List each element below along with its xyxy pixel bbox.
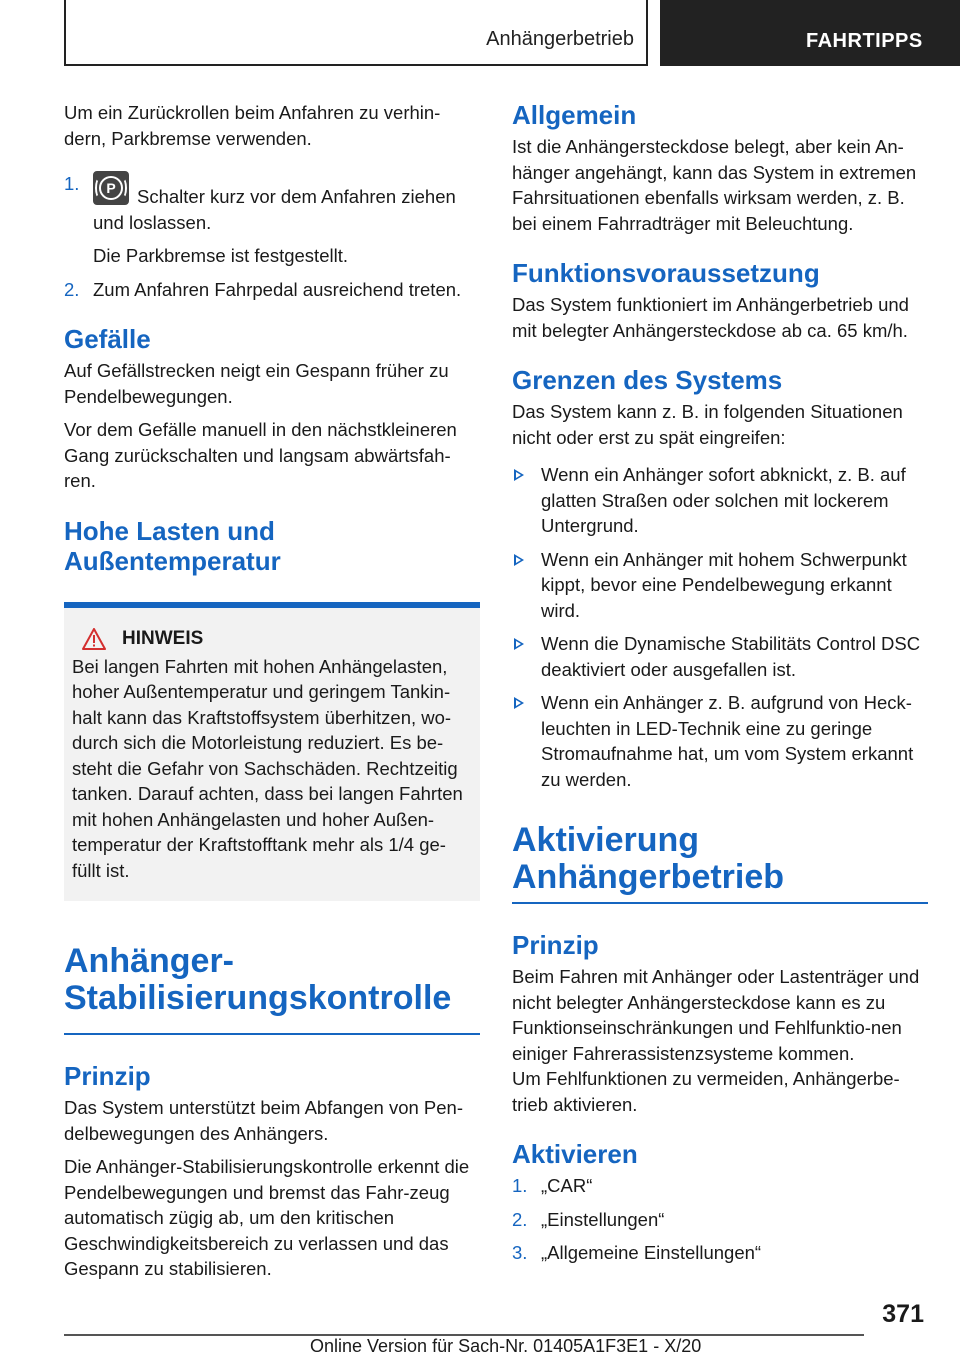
list-item — [512, 1240, 928, 1266]
step-number: 2. — [64, 278, 80, 300]
section-divider — [64, 1033, 480, 1035]
intro-paragraph: Um ein Zurückrollen beim Anfahren zu verhin-dern, Parkbremse verwenden. — [64, 102, 441, 149]
parking-brake-icon: P — [93, 171, 129, 205]
heading-allgemein: Allgemein — [512, 100, 637, 130]
step-number: 1. — [64, 173, 80, 194]
list-item — [512, 690, 928, 792]
heading-line: Außentemperatur — [64, 545, 281, 576]
stab-paragraph-1: Das System unterstützt beim Abfangen von Pen-delbewegungen des Anhängers. — [64, 1097, 463, 1144]
heading-funktionsvoraussetzung: Funktionsvoraussetzung — [512, 258, 820, 288]
footer-text: Online Version für Sach-Nr. 01405A1F3E1 - X/20 — [310, 1336, 702, 1356]
heading-aktivieren: Aktivieren — [512, 1139, 638, 1169]
header-chapter-title: FAHRTIPPS — [806, 30, 923, 52]
header-section-title: Anhängerbetrieb — [486, 28, 634, 50]
section-divider — [512, 902, 928, 904]
step-subtext: Die Parkbremse ist festgestellt. — [93, 245, 348, 266]
heading-line: Hohe Lasten und — [64, 515, 275, 546]
heading-hohe-lasten — [64, 516, 480, 576]
stab-paragraph-2: Die Anhänger-Stabilisierungskontrolle erkennt die Pendelbewegungen und bremst das Fahr-zeug automatisch zügig ab, um den kritischen Geschwindigkeitsbereich zu verlassen und das Gespann zu stabilisieren. — [64, 1156, 470, 1279]
aktivieren-steps — [512, 1173, 928, 1266]
aktivierung-paragraph-1: Beim Fahren mit Anhänger oder Lastenträger und nicht belegter Anhängersteckdose kann es zu Funktionseinschränkungen und Fehlfunktio-nen einiger Fahrerassistenzsysteme kommen. — [512, 966, 920, 1064]
heading-aktivierung — [512, 822, 928, 896]
warning-icon — [82, 628, 106, 650]
list-item — [512, 547, 928, 624]
list-item — [64, 277, 480, 303]
bullet-text: Wenn die Dynamische Stabilitäts Control DSC deaktiviert oder ausgefallen ist. — [541, 633, 921, 680]
bullet-text: Wenn ein Anhänger sofort abknickt, z. B. auf glatten Straßen oder solchen mit lockerem Untergrund. — [541, 464, 906, 536]
notice-text: Bei langen Fahrten mit hohen Anhängelasten, hoher Außentemperatur und geringem Tankin-halt kann das Kraftstoffsystem überhitzen, wo-durch sich die Motorleistung reduziert. Es be-steht die Gefahr von Sachschäden. Rechtzeitig tanken. Darauf achten, dass bei langen Fahrten mit hohen Anhängelasten und hoher Außen-temperatur der Kraftstofftank mehr als 1/4 ge-füllt ist. — [72, 655, 463, 881]
aktivierung-paragraph-2: Um Fehlfunktionen zu vermeiden, Anhängerbe-trieb aktivieren. — [512, 1068, 900, 1115]
bullet-text: Wenn ein Anhänger mit hohem Schwerpunkt kippt, bevor eine Pendelbewegung erkannt wird. — [541, 548, 907, 621]
list-item — [512, 1173, 928, 1199]
heading-prinzip-aktivierung: Prinzip — [512, 930, 599, 960]
gefaelle-paragraph-2: Vor dem Gefälle manuell in den nächstkleineren Gang zurückschalten und langsam abwärtsfah-ren. — [64, 419, 457, 491]
grenzen-list — [512, 462, 928, 792]
triangle-bullet-icon — [514, 638, 524, 650]
step-number: 1. — [512, 1175, 528, 1196]
funktion-paragraph: Das System funktioniert im Anhängerbetrieb und mit belegter Anhängersteckdose ab ca. 65 km/h. — [512, 294, 909, 341]
step-text: „Allgemeine Einstellungen“ — [541, 1242, 762, 1263]
header-section-tab — [64, 0, 648, 66]
heading-line: Anhängerbetrieb — [512, 858, 785, 896]
heading-gefaelle: Gefälle — [64, 324, 151, 354]
gefaelle-paragraph-1: Auf Gefällstrecken neigt ein Gespann früher zu Pendelbewegungen. — [64, 360, 449, 407]
step-number: 3. — [512, 1242, 528, 1263]
triangle-bullet-icon — [514, 554, 524, 566]
step-text: Zum Anfahren Fahrpedal ausreichend treten. — [93, 278, 462, 300]
list-item — [64, 171, 480, 269]
heading-line: Stabilisierungskontrolle — [64, 979, 452, 1017]
list-item — [512, 1207, 928, 1233]
heading-line: Anhänger- — [64, 942, 234, 980]
step-text: „Einstellungen“ — [541, 1208, 665, 1230]
list-item — [512, 462, 928, 539]
grenzen-paragraph: Das System kann z. B. in folgenden Situationen nicht oder erst zu spät eingreifen: — [512, 401, 903, 448]
triangle-bullet-icon — [514, 469, 524, 481]
bullet-text: Wenn ein Anhänger z. B. aufgrund von Heck-leuchten in LED-Technik eine zu geringe Stromaufnahme hat, um vom System erkannt zu werden. — [541, 692, 914, 790]
heading-line: Aktivierung — [512, 821, 700, 859]
notice-title: HINWEIS — [122, 627, 204, 649]
step-number: 2. — [512, 1208, 528, 1230]
notice-box — [64, 602, 480, 902]
right-column — [512, 100, 928, 1274]
anfahren-steps — [64, 171, 480, 302]
heading-grenzen: Grenzen des Systems — [512, 365, 783, 395]
heading-prinzip: Prinzip — [64, 1061, 151, 1091]
triangle-bullet-icon — [514, 697, 524, 709]
left-column — [64, 100, 480, 1290]
step-text: „CAR“ — [541, 1175, 593, 1196]
header-chapter-tab — [660, 0, 960, 66]
notice-header — [72, 628, 470, 650]
allgemein-paragraph: Ist die Anhängersteckdose belegt, aber kein An-hänger angehängt, kann das System in extremen Fahrsituationen ebenfalls wirksam werden, z. B. bei einem Fahrradträger mit Beleuchtung. — [512, 136, 917, 234]
list-item — [512, 631, 928, 682]
step-text: Schalter kurz vor dem Anfahren ziehen und loslassen. — [93, 186, 456, 233]
heading-stabilisierung — [64, 943, 480, 1017]
page-number: 371 — [882, 1300, 924, 1328]
